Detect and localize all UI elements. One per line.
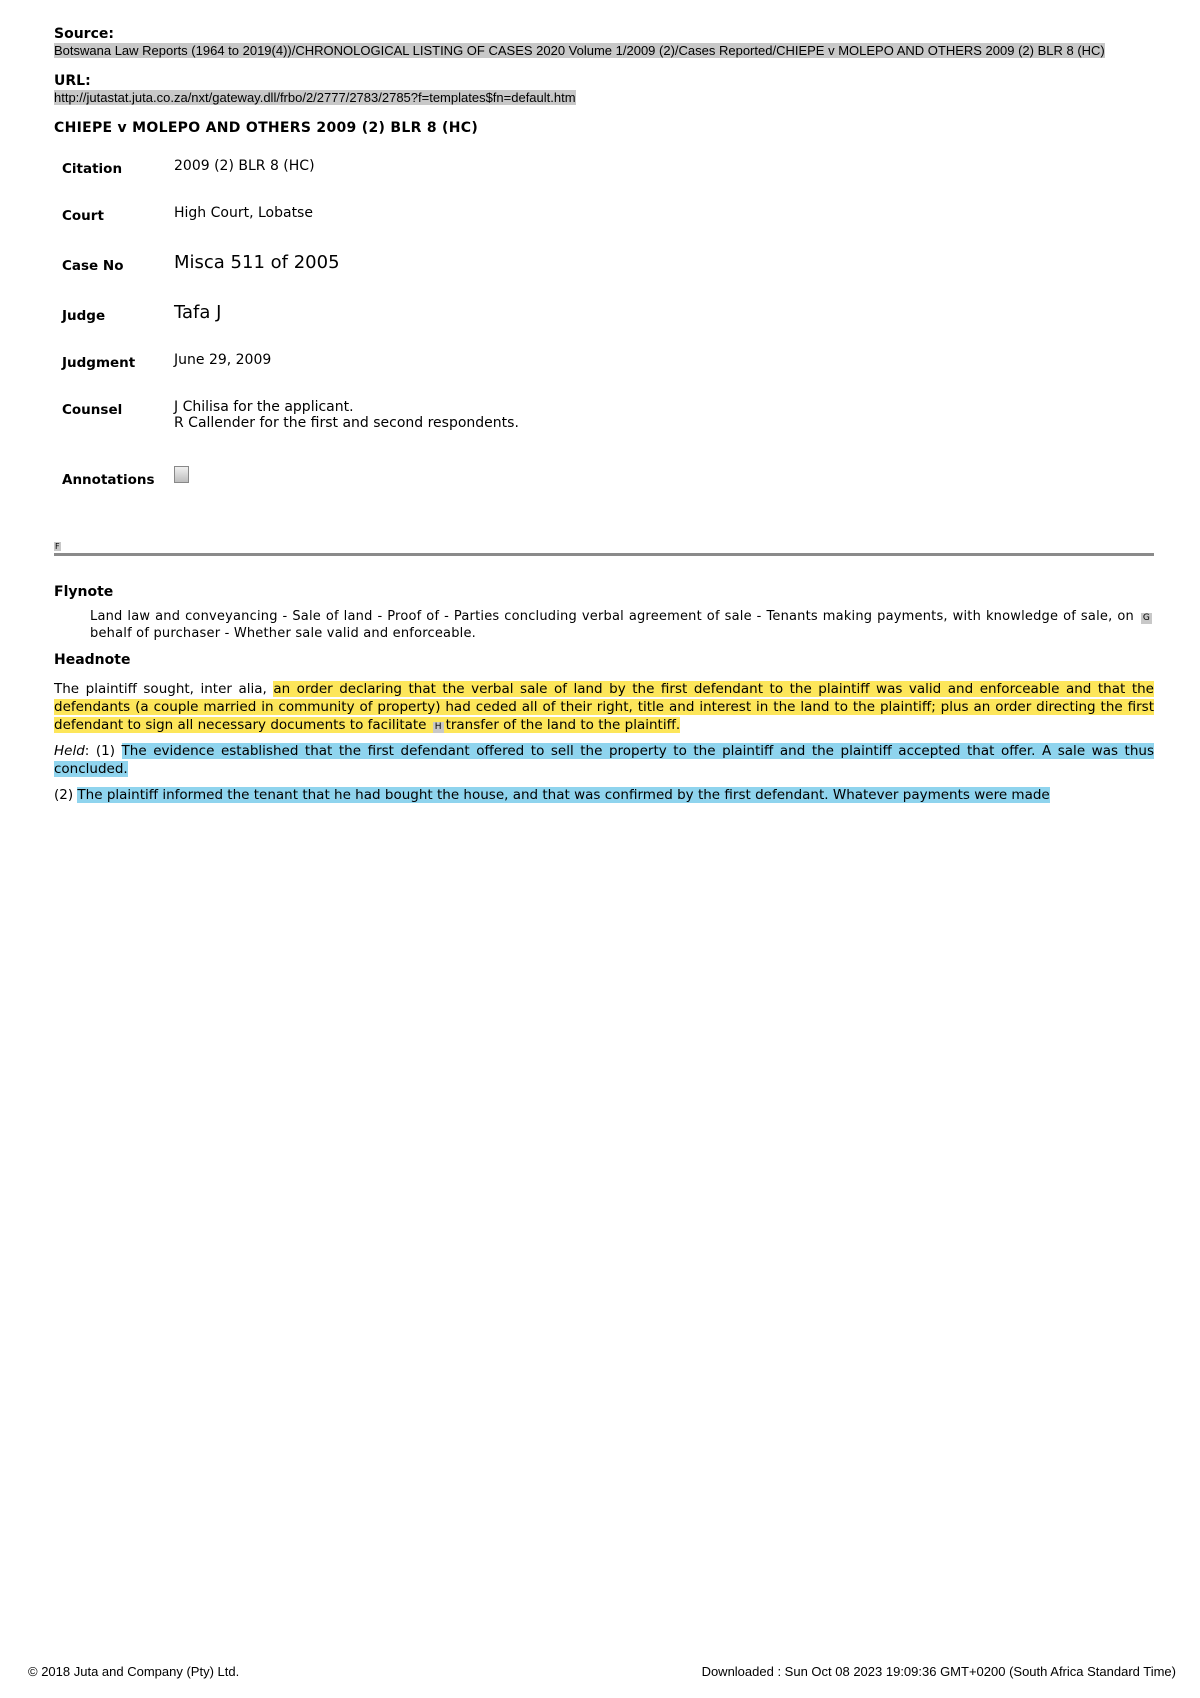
headnote-paragraph-3 (54, 786, 1154, 804)
headnote-p1-plain: The plaintiff sought, inter alia, (54, 681, 274, 697)
url-link[interactable]: http://jutastat.juta.co.za/nxt/gateway.dll/frbo/2/2777/2783/2785?f=templates$fn=default.htm (54, 90, 576, 105)
held-label: Held (54, 743, 85, 759)
headnote-p2-highlight: The evidence established that the first defendant offered to sell the property to the plaintiff and the plaintiff accepted that offer. A sale was thus concluded. (54, 743, 1154, 777)
source-block (54, 26, 1154, 59)
court-label: Court (62, 208, 104, 224)
counsel-row (62, 399, 519, 464)
source-path (54, 42, 1154, 59)
headnote-p3-highlight: The plaintiff informed the tenant that he had bought the house, and that was confirmed by the first defendant. Whatever payments were made (77, 787, 1050, 803)
horizontal-rule (54, 553, 1154, 556)
counsel-line-2: R Callender for the first and second respondents. (174, 415, 519, 431)
flynote-heading: Flynote (54, 584, 114, 600)
document-page (54, 26, 1154, 812)
case-no-label: Case No (62, 258, 124, 274)
judgment-date: June 29, 2009 (174, 352, 272, 368)
headnote-paragraph-2 (54, 742, 1154, 778)
source-label: Source: (54, 26, 114, 42)
annotations-checkbox[interactable] (174, 466, 189, 483)
headnote-paragraph-1 (54, 680, 1154, 734)
flynote-text-1: Land law and conveyancing - Sale of land - Proof of - Parties concluding verbal agreement of sale - Tenants making payments, with knowledge of sale, on (90, 609, 1139, 624)
judge-label: Judge (62, 308, 106, 324)
marker-g: G (1142, 613, 1150, 623)
judge-row (62, 302, 519, 352)
url-line (54, 89, 1154, 106)
case-metadata-table (62, 158, 519, 528)
headnote-p1-marker-wrap (431, 717, 446, 733)
annotations-row (62, 464, 519, 528)
case-no-value: Misca 511 of 2005 (174, 252, 340, 273)
case-title: CHIEPE v MOLEPO AND OTHERS 2009 (2) BLR 8 (HC) (54, 120, 479, 136)
counsel-label: Counsel (62, 402, 123, 418)
annotations-label: Annotations (62, 472, 155, 488)
flynote-text-2: behalf of purchaser - Whether sale valid and enforceable. (90, 626, 476, 641)
counsel-line-1: J Chilisa for the applicant. (174, 399, 354, 415)
judgment-label: Judgment (62, 355, 136, 371)
counsel-value (174, 399, 519, 464)
download-timestamp-footer: Downloaded : Sun Oct 08 2023 19:09:36 GMT+0200 (South Africa Standard Time) (701, 1664, 1176, 1679)
url-block (54, 73, 1154, 106)
headnote-section (54, 652, 1154, 804)
citation-row (62, 158, 519, 205)
source-path-text: Botswana Law Reports (1964 to 2019(4))/CHRONOLOGICAL LISTING OF CASES 2020 Volume 1/2009 (2)/Cases Reported/CHIEPE v MOLEPO AND OTHERS 2009 (2) BLR 8 (HC) (54, 43, 1105, 58)
marker-h: H (434, 722, 442, 732)
citation-value: 2009 (2) BLR 8 (HC) (174, 158, 315, 174)
judgment-row (62, 352, 519, 399)
court-row (62, 205, 519, 252)
case-no-row (62, 252, 519, 302)
headnote-p2-prefix: : (1) (84, 743, 122, 759)
judge-value: Tafa J (174, 302, 222, 323)
flynote-text (90, 608, 1154, 642)
court-value: High Court, Lobatse (174, 205, 313, 221)
annotations-value (174, 464, 519, 528)
marker-f: F (55, 542, 60, 551)
headnote-heading: Headnote (54, 652, 131, 668)
headnote-p3-prefix: (2) (54, 787, 78, 803)
headnote-p1-highlight-1: an order declaring that the verbal sale of land by the first defendant to the plaintiff was valid and enforceable and that the defendants (a couple married in community of property) had ceded all of their right, title and interest in the land to the plaintiff; plus an order directing the first defendant to sign all necessary documents to facilitate (54, 681, 1154, 733)
citation-label: Citation (62, 161, 123, 177)
section-divider (54, 534, 1154, 556)
headnote-p1-highlight-2: transfer of the land to the plaintiff. (445, 717, 681, 733)
flynote-section (54, 584, 1154, 642)
copyright-footer: © 2018 Juta and Company (Pty) Ltd. (28, 1664, 240, 1679)
url-label: URL: (54, 73, 91, 89)
